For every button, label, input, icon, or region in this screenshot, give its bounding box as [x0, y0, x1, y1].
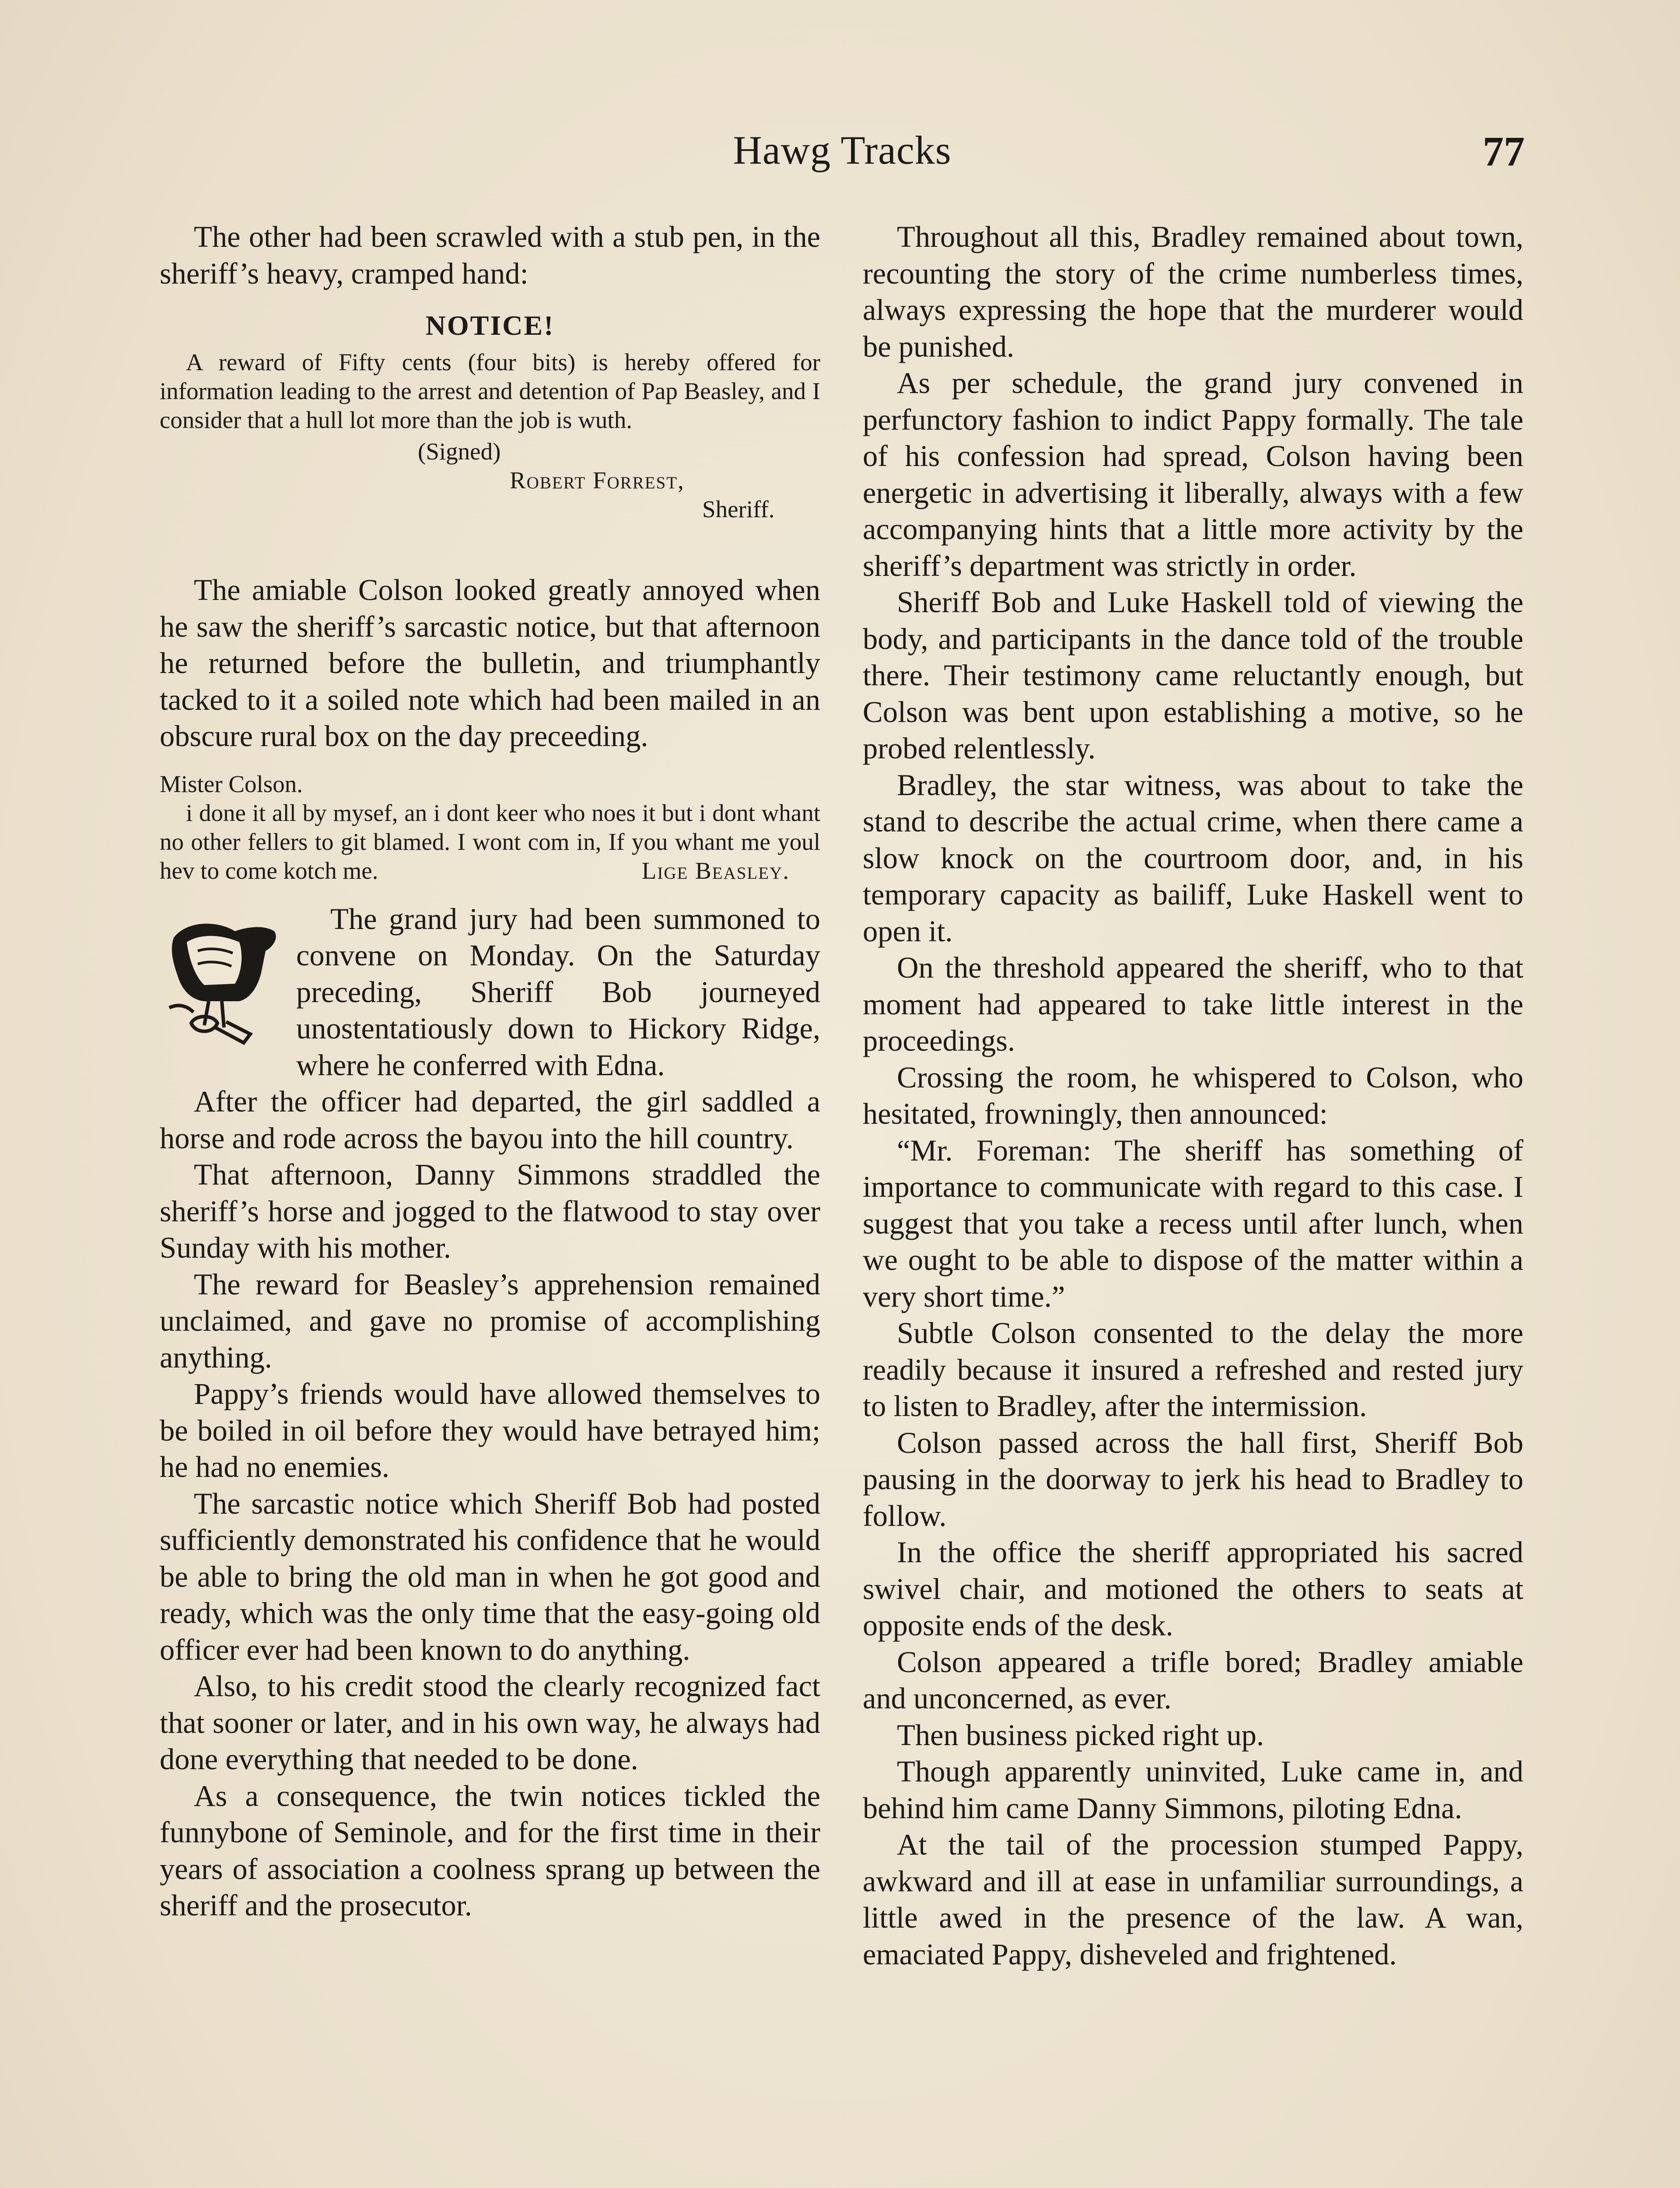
notice-body: A reward of Fifty cents (four bits) is hereby offered for information leading to the arrest and detention of Pap Beasley, and I consider that a hull lot more than the job is wuth.	[160, 349, 820, 433]
paragraph: As a consequence, the twin notices tickled the funnybone of Seminole, and for the first time in their years of association a coolness sprang up between the sheriff and the prosecutor.	[160, 1779, 820, 1922]
paragraph: The sarcastic notice which Sheriff Bob had posted sufficiently demonstrated his confidence that he would be able to bring the old man in when he got good and ready, which was the only time that the easy-going old officer ever had been known to do anything.	[160, 1487, 820, 1666]
page-number: 77	[1483, 128, 1525, 175]
running-title: Hawg Tracks	[733, 128, 952, 172]
paragraph: Subtle Colson consented to the delay the more readily because it insured a refreshed and rested jury to listen to Bradley, after the intermission.	[863, 1316, 1523, 1423]
paragraph: Then business picked right up.	[897, 1718, 1264, 1752]
saddle-illustration	[156, 907, 287, 1052]
notice-signer-name: Robert Forrest,	[510, 467, 685, 494]
paragraph: The grand jury had been summoned to convene on Monday. On the Saturday preceding, Sheriff Bob journeyed unostentatiously down to Hickory Ridge, where he conferred with Edna.	[296, 902, 820, 1082]
page-header	[160, 127, 1525, 184]
paragraph: Colson appeared a trifle bored; Bradley amiable and unconcerned, as ever.	[863, 1645, 1523, 1715]
saddle-icon	[156, 907, 287, 1052]
notice-signer-title: Sheriff.	[702, 496, 775, 522]
paragraph: On the threshold appeared the sheriff, who to that moment had appeared to take little interest in the proceedings.	[863, 951, 1523, 1057]
letter-greeting: Mister Colson.	[160, 770, 303, 797]
paragraph: Also, to his credit stood the clearly recognized fact that sooner or later, and in his own way, he always had done everything that needed to be done.	[160, 1669, 820, 1776]
right-column	[863, 219, 1523, 1973]
paragraph: At the tail of the procession stumped Pappy, awkward and ill at ease in unfamiliar surroundings, a little awed in the presence of the law. A wan, emaciated Pappy, disheveled and frightened.	[863, 1828, 1523, 1971]
paragraph: Sheriff Bob and Luke Haskell told of viewing the body, and participants in the dance told of the trouble there. Their testimony came reluctantly enough, but Colson was bent upon establishing a motive, so he probed relentlessly.	[863, 586, 1523, 765]
notice-title: NOTICE!	[425, 310, 555, 341]
beasley-letter	[160, 770, 820, 885]
letter-signature: Lige Beasley.	[641, 857, 790, 884]
letter-text: i done it all by mysef, an i dont keer who noes it but i dont whant no other fellers to git blamed. I wont com in, If you whant me youl hev to come kotch me.	[160, 799, 820, 884]
letter-body	[160, 799, 820, 885]
spacer	[160, 541, 820, 572]
left-column	[160, 219, 820, 1924]
paragraph: Pappy’s friends would have allowed themselves to be boiled in oil before they would have betrayed him; he had no enemies.	[160, 1377, 820, 1483]
paragraph: Colson passed across the hall first, Sheriff Bob pausing in the doorway to jerk his head to Bradley to follow.	[863, 1426, 1523, 1532]
paragraph: The reward for Beasley’s apprehension remained unclaimed, and gave no promise of accomplishing anything.	[160, 1267, 820, 1374]
paragraph: Though apparently uninvited, Luke came in, and behind him came Danny Simmons, piloting Edna.	[863, 1755, 1523, 1825]
paragraph: Throughout all this, Bradley remained about town, recounting the story of the crime numberless times, always expressing the hope that the murderer would be punished.	[863, 220, 1523, 363]
sheriff-notice	[160, 311, 820, 524]
paragraph: Crossing the room, he whispered to Colson, who hesitated, frowningly, then announced:	[863, 1060, 1523, 1130]
paragraph: In the office the sheriff appropriated his sacred swivel chair, and motioned the others to seats at opposite ends of the desk.	[863, 1536, 1523, 1642]
paragraph: The other had been scrawled with a stub pen, in the sheriff’s heavy, cramped hand:	[160, 220, 820, 290]
notice-signed: (Signed)	[418, 438, 501, 465]
paragraph: As per schedule, the grand jury convened in perfunctory fashion to indict Pappy formally. The tale of his confession had spread, Colson having been energetic in advertising it liberally, always with a few accompanying hints that a little more activity by the sheriff’s department was strictly in order.	[863, 366, 1523, 582]
paragraph: Bradley, the star witness, was about to take the stand to describe the actual crime, when there came a slow knock on the courtroom door, and, in his temporary capacity as bailiff, Luke Haskell went to open it.	[863, 768, 1523, 948]
paragraph: After the officer had departed, the girl saddled a horse and rode across the bayou into the hill country.	[160, 1085, 820, 1155]
paragraph: The amiable Colson looked greatly annoyed when he saw the sheriff’s sarcastic notice, but that afternoon he returned before the bulletin, and triumphantly tacked to it a soiled note which had been mailed in an obscure rural box on the day preceeding.	[160, 573, 820, 753]
paragraph: “Mr. Foreman: The sheriff has something of importance to communicate with regard to this case. I suggest that you take a recess until after lunch, when we ought to be able to dispose of the matter within a very short time.”	[863, 1133, 1523, 1313]
paragraph: That afternoon, Danny Simmons straddled the sheriff’s horse and jogged to the flatwood to stay over Sunday with his mother.	[160, 1158, 820, 1264]
